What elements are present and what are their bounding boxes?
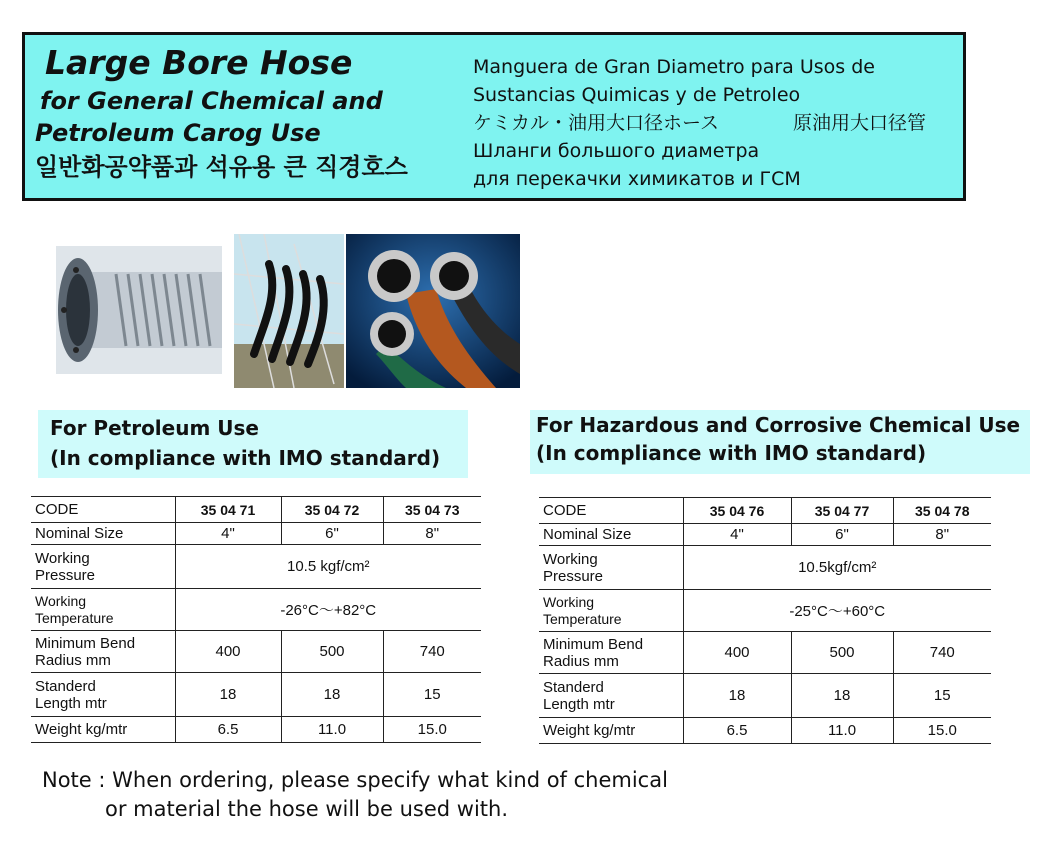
- code-cell: 35 04 73: [383, 497, 481, 523]
- table-row: [31, 523, 481, 545]
- temperature-label-1: Working: [35, 592, 87, 609]
- table-row: [539, 498, 991, 524]
- bend-label: [31, 631, 175, 673]
- russian-line-2: для перекачки химикатов и ГСМ: [473, 168, 801, 190]
- chemical-title: For Hazardous and Corrosive Chemical Use: [536, 413, 1021, 437]
- hoses-on-loading-arm-photo: [234, 234, 344, 388]
- table-row: [31, 589, 481, 631]
- table-row: [539, 674, 991, 718]
- weight-label: Weight kg/mtr: [539, 718, 683, 744]
- length-label-2: Length mtr: [543, 695, 615, 713]
- size-cell: 8": [383, 523, 481, 545]
- code-cell: 35 04 71: [175, 497, 281, 523]
- table-row: [31, 631, 481, 673]
- bend-cell: 500: [791, 632, 893, 674]
- table-row: [31, 673, 481, 717]
- header-box: [22, 32, 966, 201]
- weight-label: Weight kg/mtr: [31, 717, 175, 743]
- spanish-line-1: Manguera de Gran Diametro para Usos de: [473, 56, 875, 78]
- bend-label-1: Minimum Bend: [543, 635, 644, 653]
- table-row: [31, 717, 481, 743]
- petroleum-spec-table: [31, 496, 481, 743]
- korean-title: 일반화공약품과 석유용 큰 직경호스: [35, 153, 408, 181]
- weight-cell: 6.5: [175, 717, 281, 743]
- table-row: [31, 545, 481, 589]
- size-cell: 6": [791, 524, 893, 546]
- petroleum-section-header: [38, 410, 468, 478]
- petroleum-imo-note: (In compliance with IMO standard): [50, 446, 441, 470]
- bend-label-2: Radius mm: [35, 651, 111, 669]
- temperature-label-1: Working: [543, 593, 595, 610]
- pressure-label-2: Pressure: [35, 566, 96, 584]
- table-row: [539, 546, 991, 590]
- ordering-note: [42, 766, 668, 824]
- code-cell: 35 04 76: [683, 498, 791, 524]
- length-label: [31, 673, 175, 717]
- pressure-label-1: Working: [35, 549, 90, 567]
- code-cell: 35 04 78: [893, 498, 991, 524]
- code-label: CODE: [539, 498, 683, 524]
- weight-cell: 11.0: [281, 717, 383, 743]
- bend-label: [539, 632, 683, 674]
- weight-cell: 11.0: [791, 718, 893, 744]
- length-cell: 18: [281, 673, 383, 717]
- pressure-label: [539, 546, 683, 590]
- nominal-size-label: Nominal Size: [539, 524, 683, 546]
- subtitle-line-1: for General Chemical and: [40, 87, 383, 115]
- size-cell: 8": [893, 524, 991, 546]
- petroleum-title: For Petroleum Use: [50, 416, 259, 440]
- pressure-label: [31, 545, 175, 589]
- bend-cell: 400: [683, 632, 791, 674]
- code-cell: 35 04 72: [281, 497, 383, 523]
- japanese-title: ケミカル・油用大口径ホース: [473, 112, 720, 134]
- length-label-1: Standerd: [543, 678, 604, 696]
- length-cell: 15: [383, 673, 481, 717]
- code-cell: 35 04 77: [791, 498, 893, 524]
- chemical-spec-table: [539, 497, 991, 744]
- large-bore-hose-with-flange-photo: [56, 246, 222, 374]
- spanish-line-2: Sustancias Quimicas y de Petroleo: [473, 84, 801, 106]
- length-label-1: Standerd: [35, 677, 96, 695]
- table-row: [539, 632, 991, 674]
- bend-label-1: Minimum Bend: [35, 634, 136, 652]
- temperature-label: [539, 590, 683, 632]
- size-cell: 4": [683, 524, 791, 546]
- header-right: [473, 53, 963, 193]
- chinese-title: 原油用大口径管: [793, 112, 927, 134]
- length-cell: 18: [791, 674, 893, 718]
- table-row: [539, 524, 991, 546]
- length-cell: 18: [175, 673, 281, 717]
- jp-cn-row: [473, 109, 963, 137]
- length-label-2: Length mtr: [35, 694, 107, 712]
- header-left: [35, 41, 475, 183]
- size-cell: 6": [281, 523, 383, 545]
- weight-cell: 15.0: [383, 717, 481, 743]
- coupled-hose-ends-photo: [346, 234, 520, 388]
- bend-cell: 740: [383, 631, 481, 673]
- table-row: [539, 590, 991, 632]
- temperature-label-2: Temperature: [35, 609, 114, 626]
- pressure-label-1: Working: [543, 550, 598, 568]
- table-row: [539, 718, 991, 744]
- length-label: [539, 674, 683, 718]
- temperature-label: [31, 589, 175, 631]
- weight-cell: 15.0: [893, 718, 991, 744]
- bend-cell: 400: [175, 631, 281, 673]
- size-cell: 4": [175, 523, 281, 545]
- subtitle-line-2: Petroleum Carog Use: [35, 119, 321, 147]
- temperature-value: -26°C～+82°C: [175, 589, 481, 631]
- pressure-label-2: Pressure: [543, 567, 604, 585]
- code-label: CODE: [31, 497, 175, 523]
- temperature-label-2: Temperature: [543, 610, 622, 627]
- page-title: Large Bore Hose: [45, 43, 353, 82]
- nominal-size-label: Nominal Size: [31, 523, 175, 545]
- note-line-1: Note : When ordering, please specify what kind of chemical: [42, 768, 668, 792]
- chemical-imo-note: (In compliance with IMO standard): [536, 441, 927, 465]
- pressure-value: 10.5kgf/cm²: [683, 546, 991, 590]
- weight-cell: 6.5: [683, 718, 791, 744]
- bend-label-2: Radius mm: [543, 652, 619, 670]
- note-line-2: or material the hose will be used with.: [105, 797, 508, 821]
- temperature-value: -25°C～+60°C: [683, 590, 991, 632]
- length-cell: 15: [893, 674, 991, 718]
- chemical-section-header: [530, 410, 1030, 474]
- russian-line-1: Шланги большого диаметра: [473, 140, 760, 162]
- table-row: [31, 497, 481, 523]
- pressure-value: 10.5 kgf/cm²: [175, 545, 481, 589]
- bend-cell: 740: [893, 632, 991, 674]
- length-cell: 18: [683, 674, 791, 718]
- bend-cell: 500: [281, 631, 383, 673]
